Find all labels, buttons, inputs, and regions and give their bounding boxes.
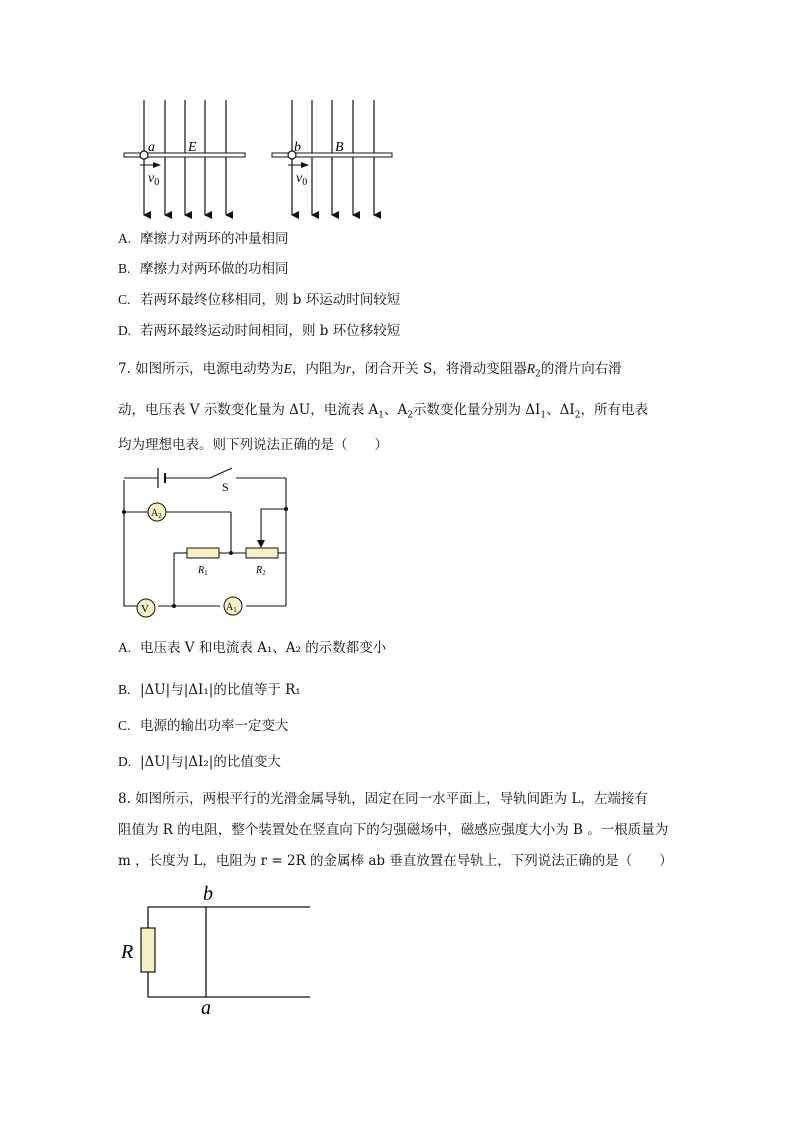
- label-b: b: [294, 140, 301, 155]
- q6-option-a: A. 摩擦力对两环的冲量相同: [118, 231, 289, 247]
- label-R: R: [121, 941, 134, 963]
- q7-circuit: [118, 460, 298, 620]
- svg-text:S: S: [222, 480, 229, 494]
- svg-text:R1: $R_1$: [198, 565, 208, 577]
- q6-option-d: D. 若两环最终运动时间相同，则 b 环位移较短: [118, 323, 401, 339]
- svg-text:R2: $R_2$: [256, 565, 266, 577]
- q8-stem-line1: 8. 如图所示，两根平行的光滑金属导轨，固定在同一水平面上，导轨间距为 L，左端接有: [118, 791, 648, 807]
- q7-option-b: B. |ΔU|与|ΔI₁|的比值等于 R₁: [118, 682, 301, 698]
- q8-stem-line2: 阻值为 R 的电阻，整个装置处在竖直向下的匀强磁场中，磁感应强度大小为 B 。一根质量为: [118, 822, 669, 838]
- label-b-rod: b: [203, 883, 213, 905]
- svg-text:A2: $A_2$: [151, 508, 162, 520]
- label-B: B: [335, 140, 344, 155]
- label-v0-left: $v_0$: [148, 171, 160, 188]
- svg-text:V: V: [141, 603, 149, 615]
- q6-option-b: B. 摩擦力对两环做的功相同: [118, 261, 289, 277]
- q7-stem-line1: 7. 如图所示，电源电动势为E，内阻为r，闭合开关 S，将滑动变阻器$R_2$的滑片向右滑: [118, 361, 622, 380]
- q7-option-c: C. 电源的输出功率一定变大: [118, 718, 289, 734]
- q7-stem-line3: 均为理想电表。则下列说法正确的是（ ）: [118, 437, 388, 453]
- resistor-R: [141, 928, 155, 972]
- ring-a: [140, 151, 148, 159]
- q6-option-c: C. 若两环最终位移相同，则 b 环运动时间较短: [118, 292, 401, 308]
- rheostat-R2: [246, 548, 278, 558]
- label-E: E: [188, 140, 197, 155]
- label-a: a: [148, 140, 155, 155]
- resistor-R1: [187, 548, 219, 558]
- q7-stem-line2: 动，电压表 V 示数变化量为 ΔU，电流表 $A_1$、$A_2$示数变化量分别为 $\Delta I_1$、$\Delta I_2$，所有电表: [118, 402, 648, 421]
- q8-figure: [115, 880, 320, 1020]
- q7-option-d: D. |ΔU|与|ΔI₂|的比值变大: [118, 754, 281, 770]
- q8-stem-line3: m ，长度为 L，电阻为 r = 2R 的金属棒 ab 垂直放置在导轨上，下列说法正确的是（ ）: [118, 853, 673, 869]
- svg-text:A1: $A_1$: [226, 602, 237, 614]
- label-v0-right: $v_0$: [296, 171, 308, 188]
- q7-option-a: A. 电压表 V 和电流表 A₁、A₂ 的示数都变小: [118, 640, 387, 656]
- q6-figure: [110, 95, 410, 220]
- label-a-rod: a: [201, 997, 211, 1019]
